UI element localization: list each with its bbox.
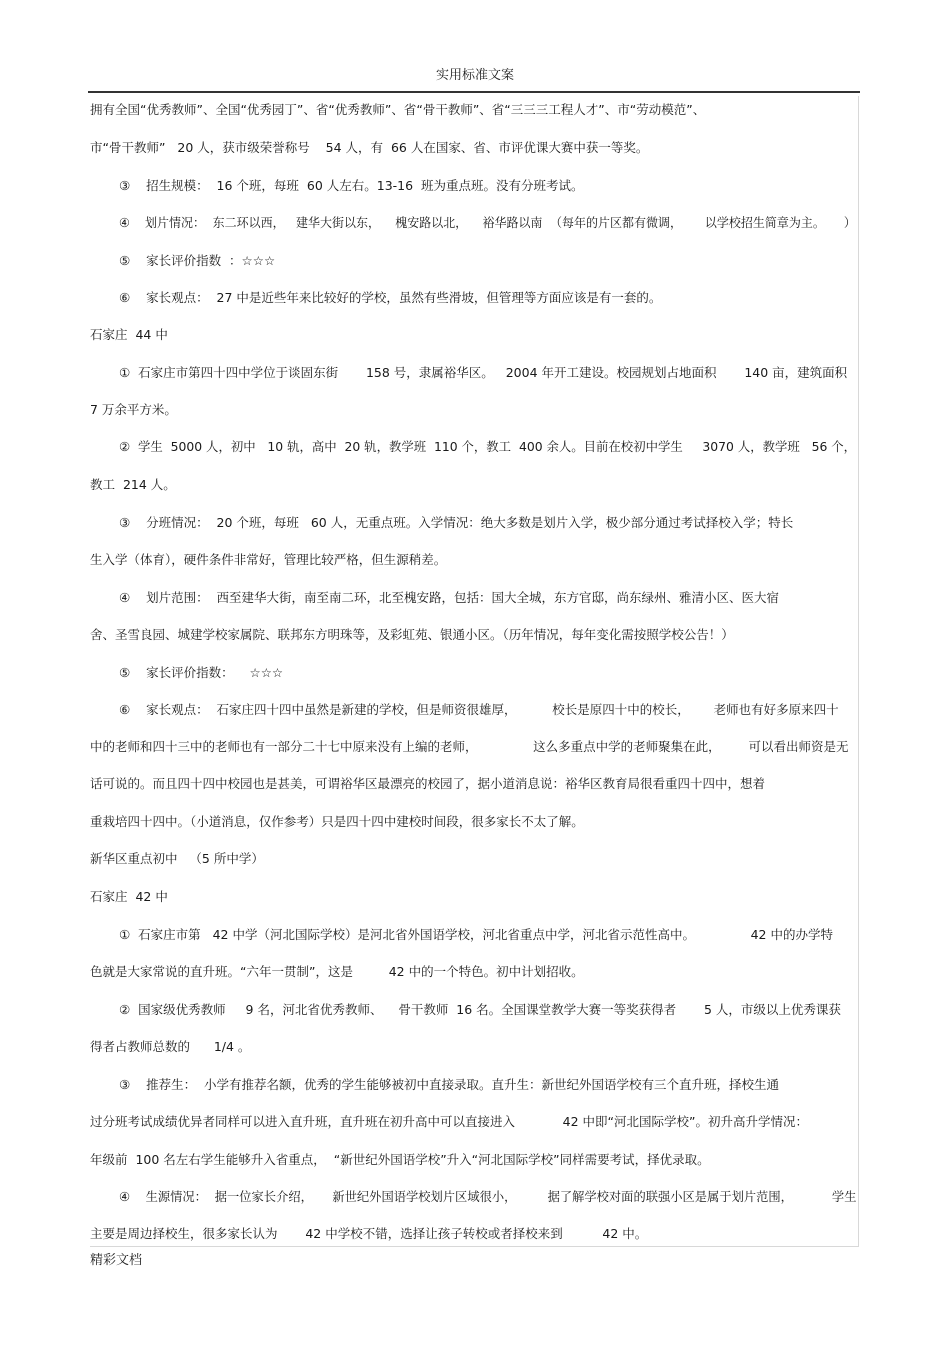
section-heading: 石家庄 44 中: [90, 327, 168, 342]
list-item: ③ 分班情况： 20 个班，每班 60 人，无重点班。入学情况：绝大多数是划片入学，极少部分通过考试择校入学；特长: [119, 515, 794, 530]
list-item: ③ 招生规模： 16 个班，每班 60 人左右。13-16 班为重点班。没有分班考试。: [119, 178, 584, 193]
list-item: ④ 划片范围： 西至建华大街，南至南二环，北至槐安路，包括：国大全城，东方官邸，尚东绿州、雅清小区、医大宿: [119, 590, 780, 605]
document-body: [90, 96, 859, 1247]
section-heading: 石家庄 42 中: [90, 889, 168, 904]
text-line: 市“骨干教师” 20 人，获市级荣誉称号 54 人，有 66 人在国家、省、市评优课大赛中获一等奖。: [90, 140, 649, 155]
list-item: ① 石家庄市第 42 中学（河北国际学校）是河北省外国语学校，河北省重点中学，河北省示范性高中。 42 中的办学特: [119, 927, 833, 942]
page-footer: 精彩文档: [90, 1253, 143, 1268]
text-line: 拥有全国“优秀教师”、全国“优秀园丁”、省“优秀教师”、省“骨干教师”、省“三三三工程人才”、市“劳动模范”、: [90, 102, 706, 117]
page-header: 实用标准文案: [435, 68, 514, 83]
text-line: 生入学（体育），硬件条件非常好，管理比较严格，但生源稍差。: [90, 552, 447, 567]
text-line: 色就是大家常说的直升班。“六年一贯制”，这是 42 中的一个特色。初中计划招收。: [90, 964, 584, 979]
list-item: ② 学生 5000 人，初中 10 轨，高中 20 轨，教学班 110 个，教工 400 余人。目前在校初中学生 3070 人，教学班 56 个，: [119, 439, 857, 454]
section-heading: 新华区重点初中 （5 所中学）: [90, 851, 264, 866]
text-line: 教工 214 人。: [90, 477, 176, 492]
text-line: 7 万余平方米。: [90, 402, 177, 417]
text-line: 中的老师和四十三中的老师也有一部分二十七中原来没有上编的老师， 这么多重点中学的老师聚集在此， 可以看出师资是无: [90, 739, 849, 754]
text-line: 年级前 100 名左右学生能够升入省重点， “新世纪外国语学校”升入“河北国际学校”同样需要考试，择优录取。: [90, 1152, 710, 1167]
list-item: ③ 推荐生： 小学有推荐名额，优秀的学生能够被初中直接录取。直升生：新世纪外国语学校有三个直升班，择校生通: [119, 1077, 780, 1092]
text-line: 得者占教师总数的 1/4 。: [90, 1039, 251, 1054]
text-line: 话可说的。而且四十四中校园也是甚美，可谓裕华区最漂亮的校园了，据小道消息说：裕华区教育局很看重四十四中，想着: [90, 776, 766, 791]
list-item: ④ 划片情况： 东二环以西， 建华大街以东， 槐安路以北， 裕华路以南 （每年的片区都有微调， 以学校招生简章为主。 ）: [119, 215, 856, 230]
header-rule: [88, 91, 860, 93]
list-item: ⑥ 家长观点： 石家庄四十四中虽然是新建的学校，但是师资很雄厚， 校长是原四十中的校长， 老师也有好多原来四十: [119, 702, 839, 717]
text-line: 舍、圣雪良园、城建学校家属院、联邦东方明珠等，及彩虹苑、银通小区。（历年情况，每年变化需按照学校公告！）: [90, 627, 734, 642]
list-item: ⑥ 家长观点： 27 中是近些年来比较好的学校，虽然有些滑坡，但管理等方面应该是有一套的。: [119, 290, 662, 305]
text-line: 主要是周边择校生，很多家长认为 42 中学校不错，选择让孩子转校或者择校来到 42 中。: [90, 1226, 648, 1241]
list-item: ① 石家庄市第四十四中学位于谈固东街 158 号，隶属裕华区。 2004 年开工建设。校园规划占地面积 140 亩，建筑面积: [119, 365, 848, 380]
text-line: 过分班考试成绩优异者同样可以进入直升班，直升班在初升高中可以直接进入 42 中即“河北国际学校”。初升高升学情况：: [90, 1114, 809, 1129]
list-item: ④ 生源情况： 据一位家长介绍， 新世纪外国语学校划片区域很小， 据了解学校对面的联强小区是属于划片范围， 学生: [119, 1189, 857, 1204]
text-line: 重栽培四十四中。（小道消息，仅作参考）只是四十四中建校时间段，很多家长不太了解。: [90, 814, 584, 829]
list-item: ⑤ 家长评价指数： ☆☆☆: [119, 665, 284, 680]
list-item: ⑤ 家长评价指数 ：☆☆☆: [119, 253, 276, 268]
list-item: ② 国家级优秀教师 9 名，河北省优秀教师、 骨干教师 16 名。全国课堂教学大赛一等奖获得者 5 人，市级以上优秀课获: [119, 1002, 841, 1017]
